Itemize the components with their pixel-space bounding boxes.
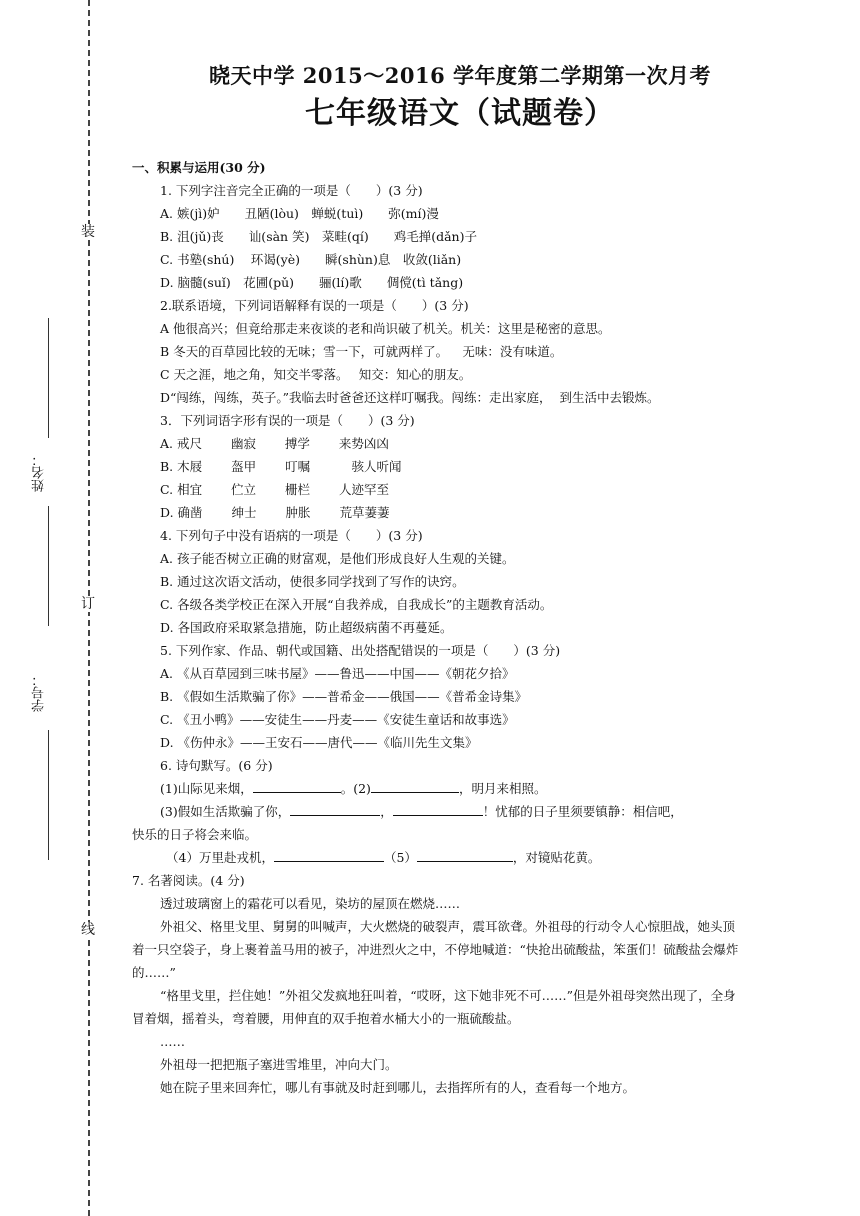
q3-option-b: B. 木屐 盔甲 叮嘱 骇人听闻 [160,459,402,474]
q5-option-d: D. 《伤仲永》——王安石——唐代——《临川先生文集》 [160,735,478,750]
q5-option-c: C. 《丑小鸭》——安徒生——丹麦——《安徒生童话和故事选》 [160,712,515,727]
q6-blank-1 [253,778,341,793]
q6-text: ，对镜贴花黄。 [512,850,601,865]
q6-text: (1)山际见来烟， [160,781,253,796]
q5-option-a: A. 《从百草园到三味书屋》——鲁迅——中国——《朝花夕拾》 [160,666,515,681]
q1-option-c: C. 书塾(shú) 环谒(yè) 瞬(shùn)息 收敛(liǎn) [160,252,462,267]
q4-stem: 4. 下列句子中没有语病的一项是（ ）(3 分) [160,528,423,543]
q6-line-1 [132,777,740,800]
q7-paragraph: 外祖母一把把瓶子塞进雪堆里，冲向大门。 [160,1057,398,1072]
q2-option-c: C 天之涯，地之角，知交半零落。 知交：知心的朋友。 [160,367,472,382]
q4-option-c: C. 各级各类学校正在深入开展“自我养成，自我成长”的主题教育活动。 [160,597,553,612]
name-blank-line-bottom [48,506,49,626]
name-label: 姓名： [32,453,47,493]
binding-char-zhuang: 装 [81,224,95,240]
q2-option-d: D“闯练，闯练，英子。”我临去时爸爸还这样叮嘱我。闯练：走出家庭， 到生活中去锻炼。 [160,390,660,405]
section-heading: 一、积累与运用(30 分) [132,160,266,175]
q4-option-b: B. 通过这次语文活动，使很多同学找到了写作的诀窍。 [160,574,465,589]
q6-text: （5） [383,850,417,865]
q1-option-d: D. 脑髓(suǐ) 花圃(pǔ) 骊(lí)歌 倜傥(tì tǎng) [160,275,464,290]
q6-text: ， [380,804,393,819]
q6-blank-2 [371,778,459,793]
q4-option-d: D. 各国政府采取紧急措施，防止超级病菌不再蔓延。 [160,620,453,635]
q6-stem: 6. 诗句默写。(6 分) [160,758,273,773]
q2-option-b: B 冬天的百草园比较的无味；雪一下，可就两样了。 无味：没有味道。 [160,344,563,359]
q6-blank-5 [274,847,384,862]
q6-text: ，明月来相照。 [458,781,547,796]
q6-line-2-cont: 快乐的日子将会来临。 [132,827,258,842]
id-label: 学号： [32,673,47,713]
q6-blank-3 [290,801,380,816]
name-blank-line-top [48,318,49,438]
q7-stem: 7. 名著阅读。(4 分) [132,873,245,888]
binding-char-xian: 线 [81,922,95,938]
q4-option-a: A. 孩子能否树立正确的财富观，是他们形成良好人生观的关键。 [160,551,515,566]
exam-subtitle: 七年级语文（试题卷） [305,96,615,131]
q1-option-b: B. 沮(jǔ)丧 讪(sàn 笑) 菜畦(qí) 鸡毛掸(dǎn)子 [160,229,477,244]
binding-char-ding: 订 [81,596,95,612]
q6-line-3 [132,846,740,869]
q7-paragraph: 外祖父、格里戈里、舅舅的叫喊声，大火燃烧的破裂声，震耳欲聋。外祖母的行动令人心惊胆战，她头顶着一只空袋子，身上裹着盖马用的被子，冲进烈火之中，不停地喊道：“快抢出硫酸盐，笨蛋们！硫酸盐会爆炸的……” [132,919,739,980]
q3-option-d: D. 确凿 绅士 肿胀 荒草萋萋 [160,505,390,520]
q3-stem: 3．下列词语字形有误的一项是（ ）(3 分) [160,413,415,428]
id-blank-line [48,730,49,860]
q7-paragraph: 透过玻璃窗上的霜花可以看见，染坊的屋顶在燃烧…… [160,896,461,911]
q7-paragraph: 她在院子里来回奔忙，哪儿有事就及时赶到哪儿，去指挥所有的人，查看每一个地方。 [160,1080,636,1095]
q7-paragraph: “格里戈里，拦住她！”外祖父发疯地狂叫着，“哎呀，这下她非死不可……”但是外祖母突然出现了，全身冒着烟，摇着头，弯着腰，用伸直的双手抱着水桶大小的一瓶硫酸盐。 [132,988,736,1026]
q2-stem: 2.联系语境，下列词语解释有误的一项是（ ）(3 分) [160,298,469,313]
q6-text: 。(2) [340,781,371,796]
q6-text: （4）万里赴戎机， [166,850,274,865]
exam-content [132,156,740,1099]
q5-option-b: B. 《假如生活欺骗了你》——普希金——俄国——《普希金诗集》 [160,689,528,704]
q7-paragraph: …… [160,1034,185,1049]
q6-blank-6 [417,847,513,862]
exam-title: 晓天中学 2015～2016 学年度第二学期第一次月考 [208,63,711,88]
q6-line-2 [132,800,740,823]
q6-text: ！忧郁的日子里须要镇静：相信吧， [482,804,683,819]
q1-option-a: A. 嫉(jì)妒 丑陋(lòu) 蝉蜕(tuì) 弥(mí)漫 [160,206,439,221]
q6-blank-4 [393,801,483,816]
q5-stem: 5. 下列作家、作品、朝代或国籍、出处搭配错误的一项是（ ）(3 分) [160,643,561,658]
q1-stem: 1. 下列字注音完全正确的一项是（ ）(3 分) [160,183,423,198]
q6-text: (3)假如生活欺骗了你， [160,804,291,819]
q3-option-c: C. 相宜 伫立 栅栏 人迹罕至 [160,482,389,497]
q2-option-a: A 他很高兴；但竟给那走来夜谈的老和尚识破了机关。机关：这里是秘密的意思。 [160,321,611,336]
q3-option-a: A. 戒尺 幽寂 搏学 来势凶凶 [160,436,389,451]
